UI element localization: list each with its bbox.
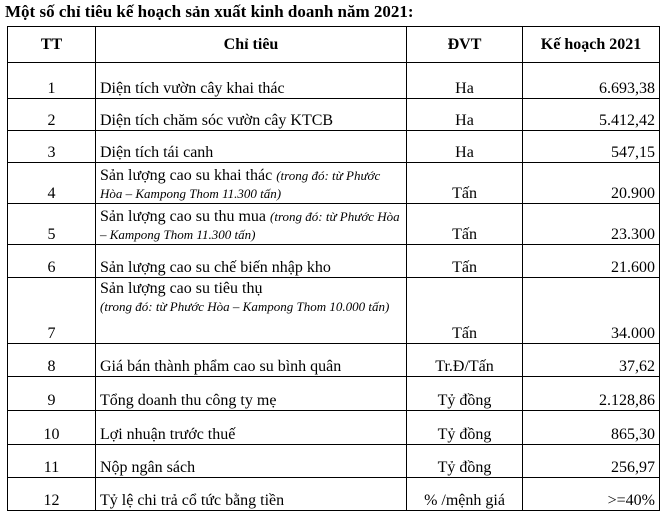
row-tt: 8 — [8, 344, 96, 377]
indicator-text: Sản lượng cao su thu mua — [100, 208, 266, 225]
row-plan-value: 5.412,42 — [523, 99, 660, 131]
plan-table — [7, 26, 660, 511]
row-indicator — [96, 411, 407, 445]
row-plan-value: 20.900 — [523, 163, 660, 204]
row-indicator — [96, 99, 407, 131]
row-indicator — [96, 63, 407, 99]
row-indicator — [96, 204, 407, 245]
table-header-row — [8, 27, 660, 63]
row-plan-value: 23.300 — [523, 204, 660, 245]
row-tt: 6 — [8, 245, 96, 278]
table-row — [8, 278, 660, 344]
row-unit: Tỷ đồng — [407, 445, 523, 478]
row-plan-value: 2.128,86 — [523, 377, 660, 411]
row-indicator — [96, 163, 407, 204]
row-indicator — [96, 445, 407, 478]
row-tt: 11 — [8, 445, 96, 478]
table-row — [8, 344, 660, 377]
table-row — [8, 445, 660, 478]
indicator-text: Diện tích tái canh — [100, 144, 214, 161]
header-indicator: Chỉ tiêu — [96, 27, 407, 63]
row-tt: 4 — [8, 163, 96, 204]
row-unit: % /mệnh giá — [407, 478, 523, 511]
indicator-note: (trong đó: từ Phước Hòa – Kampong Thom 11.300 tấn) — [100, 209, 400, 242]
indicator-note: (trong đó: từ Phước Hòa – Kampong Thom 10.000 tấn) — [100, 299, 390, 314]
indicator-note: (trong đó: từ Phước Hòa – Kampong Thom 11.300 tấn) — [100, 168, 381, 201]
indicator-text: Diện tích chăm sóc vườn cây KTCB — [100, 112, 334, 129]
table-row — [8, 163, 660, 204]
table-row — [8, 245, 660, 278]
indicator-text: Giá bán thành phẩm cao su bình quân — [100, 358, 342, 375]
row-tt: 7 — [8, 278, 96, 344]
table-row — [8, 478, 660, 511]
header-unit: ĐVT — [407, 27, 523, 63]
table-row — [8, 63, 660, 99]
indicator-text: Sản lượng cao su khai thác — [100, 167, 273, 184]
row-indicator — [96, 377, 407, 411]
table-row — [8, 204, 660, 245]
row-tt: 2 — [8, 99, 96, 131]
row-tt: 10 — [8, 411, 96, 445]
row-unit: Tấn — [407, 278, 523, 344]
row-plan-value: 37,62 — [523, 344, 660, 377]
row-unit: Tỷ đồng — [407, 377, 523, 411]
row-unit: Tấn — [407, 204, 523, 245]
table-row — [8, 411, 660, 445]
table-row — [8, 377, 660, 411]
indicator-text: Sản lượng cao su chế biến nhập kho — [100, 259, 331, 276]
row-tt: 5 — [8, 204, 96, 245]
row-plan-value: 547,15 — [523, 131, 660, 163]
header-plan: Kế hoạch 2021 — [523, 27, 660, 63]
row-plan-value: 865,30 — [523, 411, 660, 445]
row-unit: Ha — [407, 63, 523, 99]
row-indicator — [96, 131, 407, 163]
row-plan-value: 256,97 — [523, 445, 660, 478]
row-indicator — [96, 478, 407, 511]
header-tt: TT — [8, 27, 96, 63]
row-plan-value: >=40% — [523, 478, 660, 511]
row-unit: Ha — [407, 131, 523, 163]
row-unit: Ha — [407, 99, 523, 131]
table-row — [8, 131, 660, 163]
row-tt: 12 — [8, 478, 96, 511]
row-tt: 9 — [8, 377, 96, 411]
indicator-text: Sản lượng cao su tiêu thụ — [100, 280, 263, 297]
row-plan-value: 21.600 — [523, 245, 660, 278]
indicator-text: Tổng doanh thu công ty mẹ — [100, 392, 277, 409]
indicator-text: Diện tích vườn cây khai thác — [100, 80, 285, 97]
indicator-text: Lợi nhuận trước thuế — [100, 426, 236, 443]
document-title: Một số chỉ tiêu kế hoạch sản xuất kinh doanh năm 2021: — [5, 2, 414, 21]
row-tt: 1 — [8, 63, 96, 99]
row-unit: Tấn — [407, 245, 523, 278]
row-unit: Tỷ đồng — [407, 411, 523, 445]
row-indicator — [96, 344, 407, 377]
row-indicator — [96, 245, 407, 278]
table-row — [8, 99, 660, 131]
row-plan-value: 6.693,38 — [523, 63, 660, 99]
indicator-text: Nộp ngân sách — [100, 459, 196, 476]
row-plan-value: 34.000 — [523, 278, 660, 344]
row-indicator — [96, 278, 407, 344]
row-unit: Tấn — [407, 163, 523, 204]
row-tt: 3 — [8, 131, 96, 163]
row-unit: Tr.Đ/Tấn — [407, 344, 523, 377]
indicator-text: Tỷ lệ chi trả cổ tức bằng tiền — [100, 492, 285, 509]
